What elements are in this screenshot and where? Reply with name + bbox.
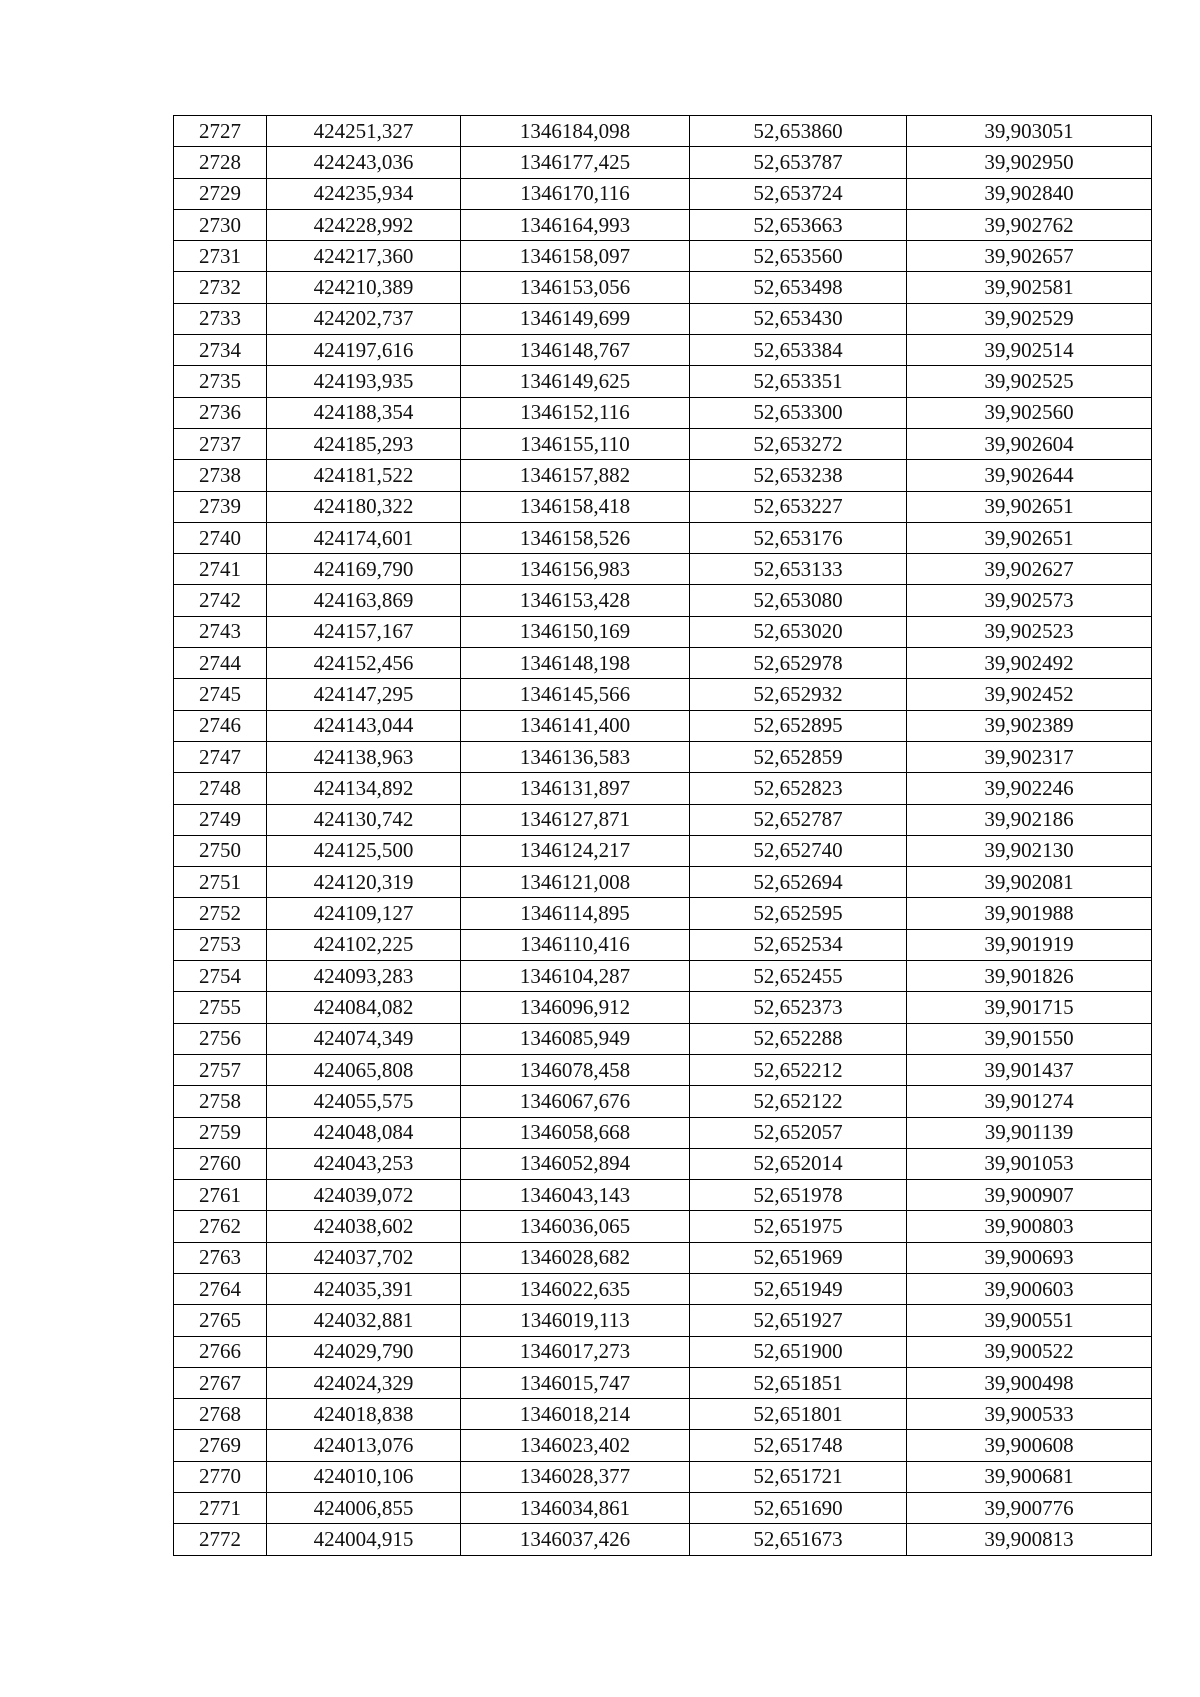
- y-coordinate-cell: 1346085,949: [461, 1023, 690, 1054]
- point-number-cell: 2737: [174, 428, 267, 459]
- latitude-cell: 52,651851: [690, 1367, 907, 1398]
- point-number-cell: 2736: [174, 397, 267, 428]
- x-coordinate-cell: 424185,293: [267, 428, 461, 459]
- x-coordinate-cell: 424188,354: [267, 397, 461, 428]
- longitude-cell: 39,902950: [907, 147, 1152, 178]
- latitude-cell: 52,652057: [690, 1117, 907, 1148]
- x-coordinate-cell: 424180,322: [267, 491, 461, 522]
- latitude-cell: 52,653430: [690, 303, 907, 334]
- y-coordinate-cell: 1346155,110: [461, 428, 690, 459]
- x-coordinate-cell: 424152,456: [267, 648, 461, 679]
- point-number-cell: 2767: [174, 1367, 267, 1398]
- table-row: [174, 1461, 1152, 1492]
- table-row: [174, 648, 1152, 679]
- latitude-cell: 52,652932: [690, 679, 907, 710]
- table-row: [174, 397, 1152, 428]
- table-row: [174, 209, 1152, 240]
- longitude-cell: 39,901053: [907, 1148, 1152, 1179]
- x-coordinate-cell: 424120,319: [267, 867, 461, 898]
- latitude-cell: 52,652014: [690, 1148, 907, 1179]
- latitude-cell: 52,653227: [690, 491, 907, 522]
- y-coordinate-cell: 1346023,402: [461, 1430, 690, 1461]
- y-coordinate-cell: 1346015,747: [461, 1367, 690, 1398]
- y-coordinate-cell: 1346037,426: [461, 1524, 690, 1555]
- point-number-cell: 2751: [174, 867, 267, 898]
- table-row: [174, 898, 1152, 929]
- longitude-cell: 39,900522: [907, 1336, 1152, 1367]
- table-row: [174, 428, 1152, 459]
- point-number-cell: 2756: [174, 1023, 267, 1054]
- table-row: [174, 585, 1152, 616]
- x-coordinate-cell: 424169,790: [267, 554, 461, 585]
- y-coordinate-cell: 1346022,635: [461, 1273, 690, 1304]
- latitude-cell: 52,652595: [690, 898, 907, 929]
- latitude-cell: 52,651949: [690, 1273, 907, 1304]
- longitude-cell: 39,902523: [907, 616, 1152, 647]
- point-number-cell: 2763: [174, 1242, 267, 1273]
- longitude-cell: 39,902573: [907, 585, 1152, 616]
- table-row: [174, 679, 1152, 710]
- table-row: [174, 929, 1152, 960]
- point-number-cell: 2747: [174, 741, 267, 772]
- y-coordinate-cell: 1346149,625: [461, 366, 690, 397]
- table-row: [174, 366, 1152, 397]
- y-coordinate-cell: 1346028,682: [461, 1242, 690, 1273]
- latitude-cell: 52,651690: [690, 1493, 907, 1524]
- latitude-cell: 52,651748: [690, 1430, 907, 1461]
- x-coordinate-cell: 424043,253: [267, 1148, 461, 1179]
- x-coordinate-cell: 424217,360: [267, 241, 461, 272]
- point-number-cell: 2730: [174, 209, 267, 240]
- table-row: [174, 992, 1152, 1023]
- table-row: [174, 272, 1152, 303]
- latitude-cell: 52,653724: [690, 178, 907, 209]
- y-coordinate-cell: 1346121,008: [461, 867, 690, 898]
- x-coordinate-cell: 424134,892: [267, 773, 461, 804]
- table-row: [174, 867, 1152, 898]
- y-coordinate-cell: 1346034,861: [461, 1493, 690, 1524]
- x-coordinate-cell: 424174,601: [267, 522, 461, 553]
- y-coordinate-cell: 1346156,983: [461, 554, 690, 585]
- longitude-cell: 39,901139: [907, 1117, 1152, 1148]
- point-number-cell: 2739: [174, 491, 267, 522]
- x-coordinate-cell: 424157,167: [267, 616, 461, 647]
- y-coordinate-cell: 1346149,699: [461, 303, 690, 334]
- latitude-cell: 52,653498: [690, 272, 907, 303]
- point-number-cell: 2770: [174, 1461, 267, 1492]
- longitude-cell: 39,902452: [907, 679, 1152, 710]
- longitude-cell: 39,902604: [907, 428, 1152, 459]
- longitude-cell: 39,902762: [907, 209, 1152, 240]
- latitude-cell: 52,652859: [690, 741, 907, 772]
- y-coordinate-cell: 1346018,214: [461, 1399, 690, 1430]
- table-row: [174, 241, 1152, 272]
- table-row: [174, 1399, 1152, 1430]
- table-row: [174, 1242, 1152, 1273]
- x-coordinate-cell: 424193,935: [267, 366, 461, 397]
- latitude-cell: 52,653020: [690, 616, 907, 647]
- table-row: [174, 178, 1152, 209]
- point-number-cell: 2732: [174, 272, 267, 303]
- table-row: [174, 961, 1152, 992]
- table-row: [174, 1305, 1152, 1336]
- x-coordinate-cell: 424013,076: [267, 1430, 461, 1461]
- y-coordinate-cell: 1346067,676: [461, 1086, 690, 1117]
- longitude-cell: 39,901988: [907, 898, 1152, 929]
- y-coordinate-cell: 1346136,583: [461, 741, 690, 772]
- table-row: [174, 1148, 1152, 1179]
- table-row: [174, 741, 1152, 772]
- latitude-cell: 52,653272: [690, 428, 907, 459]
- x-coordinate-cell: 424181,522: [267, 460, 461, 491]
- latitude-cell: 52,652694: [690, 867, 907, 898]
- x-coordinate-cell: 424055,575: [267, 1086, 461, 1117]
- y-coordinate-cell: 1346124,217: [461, 835, 690, 866]
- table-row: [174, 1524, 1152, 1555]
- x-coordinate-cell: 424018,838: [267, 1399, 461, 1430]
- y-coordinate-cell: 1346096,912: [461, 992, 690, 1023]
- point-number-cell: 2769: [174, 1430, 267, 1461]
- table-row: [174, 1023, 1152, 1054]
- point-number-cell: 2755: [174, 992, 267, 1023]
- point-number-cell: 2733: [174, 303, 267, 334]
- latitude-cell: 52,651975: [690, 1211, 907, 1242]
- latitude-cell: 52,653133: [690, 554, 907, 585]
- x-coordinate-cell: 424038,602: [267, 1211, 461, 1242]
- latitude-cell: 52,653860: [690, 116, 907, 147]
- longitude-cell: 39,902317: [907, 741, 1152, 772]
- latitude-cell: 52,652740: [690, 835, 907, 866]
- table-row: [174, 116, 1152, 147]
- point-number-cell: 2750: [174, 835, 267, 866]
- y-coordinate-cell: 1346184,098: [461, 116, 690, 147]
- table-row: [174, 522, 1152, 553]
- latitude-cell: 52,653560: [690, 241, 907, 272]
- point-number-cell: 2740: [174, 522, 267, 553]
- latitude-cell: 52,652787: [690, 804, 907, 835]
- table-row: [174, 335, 1152, 366]
- longitude-cell: 39,900907: [907, 1180, 1152, 1211]
- longitude-cell: 39,902081: [907, 867, 1152, 898]
- x-coordinate-cell: 424039,072: [267, 1180, 461, 1211]
- y-coordinate-cell: 1346152,116: [461, 397, 690, 428]
- longitude-cell: 39,900776: [907, 1493, 1152, 1524]
- point-number-cell: 2772: [174, 1524, 267, 1555]
- coordinate-table-body: [174, 116, 1152, 1556]
- y-coordinate-cell: 1346019,113: [461, 1305, 690, 1336]
- table-row: [174, 1336, 1152, 1367]
- point-number-cell: 2749: [174, 804, 267, 835]
- point-number-cell: 2742: [174, 585, 267, 616]
- longitude-cell: 39,901919: [907, 929, 1152, 960]
- latitude-cell: 52,653787: [690, 147, 907, 178]
- latitude-cell: 52,653384: [690, 335, 907, 366]
- x-coordinate-cell: 424010,106: [267, 1461, 461, 1492]
- table-row: [174, 773, 1152, 804]
- point-number-cell: 2743: [174, 616, 267, 647]
- x-coordinate-cell: 424004,915: [267, 1524, 461, 1555]
- table-row: [174, 1086, 1152, 1117]
- point-number-cell: 2762: [174, 1211, 267, 1242]
- y-coordinate-cell: 1346145,566: [461, 679, 690, 710]
- y-coordinate-cell: 1346127,871: [461, 804, 690, 835]
- latitude-cell: 52,653663: [690, 209, 907, 240]
- y-coordinate-cell: 1346036,065: [461, 1211, 690, 1242]
- y-coordinate-cell: 1346114,895: [461, 898, 690, 929]
- x-coordinate-cell: 424202,737: [267, 303, 461, 334]
- longitude-cell: 39,902389: [907, 710, 1152, 741]
- table-row: [174, 616, 1152, 647]
- latitude-cell: 52,653300: [690, 397, 907, 428]
- longitude-cell: 39,902514: [907, 335, 1152, 366]
- longitude-cell: 39,902130: [907, 835, 1152, 866]
- table-row: [174, 554, 1152, 585]
- point-number-cell: 2760: [174, 1148, 267, 1179]
- longitude-cell: 39,903051: [907, 116, 1152, 147]
- longitude-cell: 39,901437: [907, 1054, 1152, 1085]
- longitude-cell: 39,901274: [907, 1086, 1152, 1117]
- y-coordinate-cell: 1346177,425: [461, 147, 690, 178]
- y-coordinate-cell: 1346058,668: [461, 1117, 690, 1148]
- y-coordinate-cell: 1346158,097: [461, 241, 690, 272]
- latitude-cell: 52,651900: [690, 1336, 907, 1367]
- coordinate-table: [173, 115, 1152, 1556]
- point-number-cell: 2752: [174, 898, 267, 929]
- x-coordinate-cell: 424130,742: [267, 804, 461, 835]
- longitude-cell: 39,902246: [907, 773, 1152, 804]
- x-coordinate-cell: 424143,044: [267, 710, 461, 741]
- table-row: [174, 1430, 1152, 1461]
- longitude-cell: 39,900681: [907, 1461, 1152, 1492]
- longitude-cell: 39,901550: [907, 1023, 1152, 1054]
- x-coordinate-cell: 424163,869: [267, 585, 461, 616]
- point-number-cell: 2758: [174, 1086, 267, 1117]
- y-coordinate-cell: 1346104,287: [461, 961, 690, 992]
- table-row: [174, 1367, 1152, 1398]
- longitude-cell: 39,902651: [907, 522, 1152, 553]
- x-coordinate-cell: 424138,963: [267, 741, 461, 772]
- point-number-cell: 2748: [174, 773, 267, 804]
- x-coordinate-cell: 424006,855: [267, 1493, 461, 1524]
- y-coordinate-cell: 1346150,169: [461, 616, 690, 647]
- x-coordinate-cell: 424035,391: [267, 1273, 461, 1304]
- point-number-cell: 2744: [174, 648, 267, 679]
- y-coordinate-cell: 1346028,377: [461, 1461, 690, 1492]
- point-number-cell: 2729: [174, 178, 267, 209]
- point-number-cell: 2754: [174, 961, 267, 992]
- point-number-cell: 2734: [174, 335, 267, 366]
- latitude-cell: 52,653080: [690, 585, 907, 616]
- longitude-cell: 39,900813: [907, 1524, 1152, 1555]
- table-row: [174, 835, 1152, 866]
- point-number-cell: 2757: [174, 1054, 267, 1085]
- x-coordinate-cell: 424037,702: [267, 1242, 461, 1273]
- latitude-cell: 52,651673: [690, 1524, 907, 1555]
- y-coordinate-cell: 1346153,428: [461, 585, 690, 616]
- longitude-cell: 39,900693: [907, 1242, 1152, 1273]
- table-row: [174, 710, 1152, 741]
- y-coordinate-cell: 1346141,400: [461, 710, 690, 741]
- latitude-cell: 52,652288: [690, 1023, 907, 1054]
- longitude-cell: 39,902651: [907, 491, 1152, 522]
- x-coordinate-cell: 424228,992: [267, 209, 461, 240]
- longitude-cell: 39,902627: [907, 554, 1152, 585]
- point-number-cell: 2765: [174, 1305, 267, 1336]
- y-coordinate-cell: 1346043,143: [461, 1180, 690, 1211]
- x-coordinate-cell: 424243,036: [267, 147, 461, 178]
- x-coordinate-cell: 424024,329: [267, 1367, 461, 1398]
- x-coordinate-cell: 424125,500: [267, 835, 461, 866]
- x-coordinate-cell: 424048,084: [267, 1117, 461, 1148]
- x-coordinate-cell: 424029,790: [267, 1336, 461, 1367]
- longitude-cell: 39,902525: [907, 366, 1152, 397]
- x-coordinate-cell: 424235,934: [267, 178, 461, 209]
- y-coordinate-cell: 1346110,416: [461, 929, 690, 960]
- y-coordinate-cell: 1346017,273: [461, 1336, 690, 1367]
- x-coordinate-cell: 424084,082: [267, 992, 461, 1023]
- table-row: [174, 1273, 1152, 1304]
- y-coordinate-cell: 1346157,882: [461, 460, 690, 491]
- point-number-cell: 2746: [174, 710, 267, 741]
- longitude-cell: 39,902492: [907, 648, 1152, 679]
- longitude-cell: 39,902529: [907, 303, 1152, 334]
- y-coordinate-cell: 1346078,458: [461, 1054, 690, 1085]
- point-number-cell: 2768: [174, 1399, 267, 1430]
- y-coordinate-cell: 1346131,897: [461, 773, 690, 804]
- latitude-cell: 52,652212: [690, 1054, 907, 1085]
- latitude-cell: 52,653176: [690, 522, 907, 553]
- y-coordinate-cell: 1346158,526: [461, 522, 690, 553]
- x-coordinate-cell: 424147,295: [267, 679, 461, 710]
- x-coordinate-cell: 424251,327: [267, 116, 461, 147]
- latitude-cell: 52,651969: [690, 1242, 907, 1273]
- point-number-cell: 2745: [174, 679, 267, 710]
- table-row: [174, 804, 1152, 835]
- point-number-cell: 2741: [174, 554, 267, 585]
- x-coordinate-cell: 424109,127: [267, 898, 461, 929]
- table-row: [174, 303, 1152, 334]
- longitude-cell: 39,902644: [907, 460, 1152, 491]
- x-coordinate-cell: 424074,349: [267, 1023, 461, 1054]
- x-coordinate-cell: 424032,881: [267, 1305, 461, 1336]
- point-number-cell: 2771: [174, 1493, 267, 1524]
- table-row: [174, 1180, 1152, 1211]
- point-number-cell: 2727: [174, 116, 267, 147]
- point-number-cell: 2764: [174, 1273, 267, 1304]
- table-row: [174, 1493, 1152, 1524]
- longitude-cell: 39,900803: [907, 1211, 1152, 1242]
- latitude-cell: 52,651978: [690, 1180, 907, 1211]
- point-number-cell: 2759: [174, 1117, 267, 1148]
- longitude-cell: 39,900603: [907, 1273, 1152, 1304]
- x-coordinate-cell: 424197,616: [267, 335, 461, 366]
- latitude-cell: 52,651721: [690, 1461, 907, 1492]
- latitude-cell: 52,652978: [690, 648, 907, 679]
- longitude-cell: 39,901826: [907, 961, 1152, 992]
- y-coordinate-cell: 1346164,993: [461, 209, 690, 240]
- x-coordinate-cell: 424065,808: [267, 1054, 461, 1085]
- latitude-cell: 52,653238: [690, 460, 907, 491]
- latitude-cell: 52,652823: [690, 773, 907, 804]
- point-number-cell: 2735: [174, 366, 267, 397]
- latitude-cell: 52,652895: [690, 710, 907, 741]
- latitude-cell: 52,653351: [690, 366, 907, 397]
- longitude-cell: 39,900551: [907, 1305, 1152, 1336]
- longitude-cell: 39,902186: [907, 804, 1152, 835]
- point-number-cell: 2738: [174, 460, 267, 491]
- latitude-cell: 52,652373: [690, 992, 907, 1023]
- table-row: [174, 1117, 1152, 1148]
- longitude-cell: 39,902581: [907, 272, 1152, 303]
- point-number-cell: 2731: [174, 241, 267, 272]
- table-row: [174, 1054, 1152, 1085]
- latitude-cell: 52,652455: [690, 961, 907, 992]
- latitude-cell: 52,652534: [690, 929, 907, 960]
- longitude-cell: 39,902657: [907, 241, 1152, 272]
- point-number-cell: 2761: [174, 1180, 267, 1211]
- latitude-cell: 52,651801: [690, 1399, 907, 1430]
- point-number-cell: 2753: [174, 929, 267, 960]
- x-coordinate-cell: 424093,283: [267, 961, 461, 992]
- longitude-cell: 39,901715: [907, 992, 1152, 1023]
- y-coordinate-cell: 1346158,418: [461, 491, 690, 522]
- y-coordinate-cell: 1346148,767: [461, 335, 690, 366]
- table-row: [174, 147, 1152, 178]
- x-coordinate-cell: 424102,225: [267, 929, 461, 960]
- y-coordinate-cell: 1346052,894: [461, 1148, 690, 1179]
- y-coordinate-cell: 1346148,198: [461, 648, 690, 679]
- table-row: [174, 491, 1152, 522]
- longitude-cell: 39,900498: [907, 1367, 1152, 1398]
- coordinate-table-container: [173, 115, 1151, 1556]
- longitude-cell: 39,900608: [907, 1430, 1152, 1461]
- table-row: [174, 1211, 1152, 1242]
- longitude-cell: 39,902840: [907, 178, 1152, 209]
- latitude-cell: 52,651927: [690, 1305, 907, 1336]
- point-number-cell: 2766: [174, 1336, 267, 1367]
- table-row: [174, 460, 1152, 491]
- longitude-cell: 39,900533: [907, 1399, 1152, 1430]
- x-coordinate-cell: 424210,389: [267, 272, 461, 303]
- y-coordinate-cell: 1346170,116: [461, 178, 690, 209]
- y-coordinate-cell: 1346153,056: [461, 272, 690, 303]
- point-number-cell: 2728: [174, 147, 267, 178]
- longitude-cell: 39,902560: [907, 397, 1152, 428]
- latitude-cell: 52,652122: [690, 1086, 907, 1117]
